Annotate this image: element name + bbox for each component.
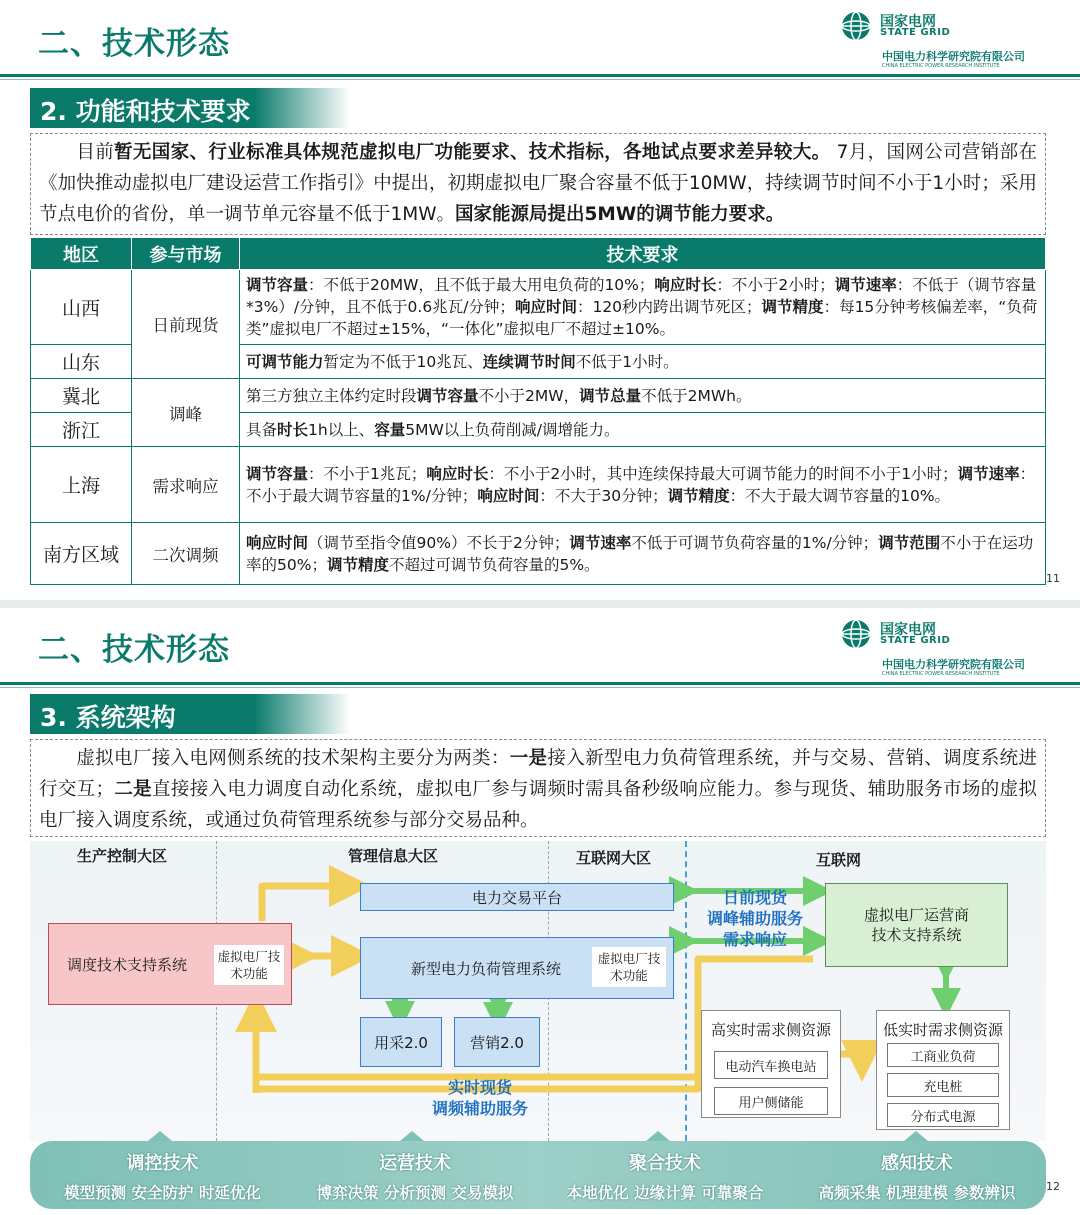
zone-label: 管理信息大区 <box>348 847 439 865</box>
tech-text: 暂定为不低于10兆瓦、 <box>323 352 483 371</box>
region-cell: 南方区域 <box>31 523 132 585</box>
intro-bold: 二是 <box>114 779 153 800</box>
table-row <box>31 270 1046 345</box>
architecture-diagram <box>30 841 1046 1141</box>
tech-text: 不低于1小时。 <box>575 352 679 371</box>
flow-item: 调频辅助服务 <box>431 1099 528 1118</box>
logo <box>840 8 1070 70</box>
state-grid-logo-icon <box>840 10 872 42</box>
tech-items: 高频采集 机理建模 参数辨识 <box>818 1184 1016 1202</box>
intro-text: 7月，国网公司营销部在《加快推动虚拟电厂建设运营工作指引》中提出，初期虚拟电厂聚合容量不低于10MW，持续调节时间不小于1小时；采用节点电价的省份，单一调节单元容量不低于1MW。 <box>39 142 1037 225</box>
tech-items: 模型预测 安全防护 时延优化 <box>64 1184 261 1202</box>
tech-text: ：不低于（调节容量*3%）/分钟，且不低于0.6兆瓦/分钟； <box>246 276 1037 316</box>
tech-text: ：不小于2小时； <box>716 276 835 294</box>
tech-perception <box>792 1141 1042 1209</box>
state-grid-logo-icon <box>840 618 872 650</box>
tech-text: ：不大于30分钟； <box>539 486 668 505</box>
band-pointer <box>400 1131 424 1141</box>
table-row <box>31 523 1046 585</box>
tech-term: 调节精度 <box>326 555 389 574</box>
tech-text: 1h以上、 <box>308 420 375 439</box>
tech-text: ：不大于最大调节容量的10%。 <box>729 486 951 505</box>
tech-cell <box>240 379 1046 413</box>
tech-term: 调节速率 <box>957 464 1020 483</box>
region-cell: 山东 <box>31 345 132 379</box>
tech-term: 响应时长 <box>654 276 717 294</box>
load-vpp-function: 虚拟电厂技术功能 <box>592 947 666 987</box>
region-cell: 山西 <box>31 270 132 345</box>
flow-label-top <box>690 887 820 950</box>
institute-name: 中国电力科学研究院有限公司 <box>882 658 1025 671</box>
tech-cell <box>240 523 1046 585</box>
tech-term: 时长 <box>277 420 309 439</box>
flow-item: 实时现货 <box>447 1078 512 1097</box>
tech-text: 第三方独立主体约定时段 <box>246 386 417 405</box>
intro-paragraph <box>30 739 1046 837</box>
tech-term: 响应时间 <box>514 298 577 316</box>
intro-text: 接入新型电力负荷管理系统，并与交易、营销、调度系统进行交互； <box>39 748 1037 800</box>
col-header-tech: 技术要求 <box>240 238 1046 270</box>
flow-item: 日前现货 <box>722 888 787 907</box>
section-title: 3. 系统架构 <box>30 694 350 734</box>
table-header-row <box>31 238 1046 270</box>
tech-term: 响应时长 <box>426 464 489 483</box>
yongcai-system: 用采2.0 <box>360 1017 442 1067</box>
header-rule-thin <box>0 687 1080 688</box>
requirements-table <box>30 237 1046 585</box>
col-header-market: 参与市场 <box>132 238 240 270</box>
tech-cell <box>240 270 1046 345</box>
tech-name: 运营技术 <box>379 1153 451 1174</box>
slide-functional-requirements <box>0 0 1080 600</box>
market-cell: 需求响应 <box>132 447 240 523</box>
tech-name: 感知技术 <box>881 1153 953 1174</box>
band-pointer <box>646 1131 670 1141</box>
tech-text: 不低于可调节负荷容量的1%/分钟； <box>631 533 879 552</box>
tech-cell <box>240 345 1046 379</box>
tech-term: 容量 <box>374 420 406 439</box>
tech-text: ：不小于最大调节容量的1%/分钟； <box>246 464 1036 505</box>
vpp-operator-system: 虚拟电厂运营商技术支持系统 <box>825 883 1008 967</box>
tech-term: 调节速率 <box>834 276 897 294</box>
market-cell: 日前现货 <box>132 270 240 379</box>
market-cell: 二次调频 <box>132 523 240 585</box>
logo-en: STATE GRID <box>880 635 951 646</box>
tech-operation <box>290 1141 540 1209</box>
flow-item: 调峰辅助服务 <box>706 909 803 928</box>
institute-name-en: CHINA ELECTRIC POWER RESEARCH INSTITUTE <box>882 63 1000 69</box>
intro-bold: 一是 <box>509 748 548 769</box>
tech-term: 调节速率 <box>569 533 632 552</box>
tech-text: 5MW以上负荷削减/调增能力。 <box>405 420 620 439</box>
intro-text: 虚拟电厂接入电网侧系统的技术架构主要分为两类： <box>76 748 510 769</box>
tech-text: ：不小于1兆瓦； <box>308 464 427 483</box>
tech-term: 调节容量 <box>246 276 309 294</box>
tech-text: ：不低于20MW，且不低于最大用电负荷的10%； <box>308 276 655 294</box>
section-title: 2. 功能和技术要求 <box>30 88 350 128</box>
tech-term: 调节总量 <box>579 386 642 405</box>
resource-item: 分布式电源 <box>887 1103 999 1127</box>
slide-gap <box>0 600 1080 608</box>
region-cell: 上海 <box>31 447 132 523</box>
resource-item: 工商业负荷 <box>887 1043 999 1067</box>
tech-text: 不小于在运功率的50%； <box>246 533 1034 574</box>
dispatch-vpp-function: 虚拟电厂技术功能 <box>214 945 284 985</box>
intro-bold: 国家能源局提出5MW的调节能力要求。 <box>455 204 785 225</box>
tech-name: 聚合技术 <box>629 1153 701 1174</box>
tech-term: 调节精度 <box>761 298 824 316</box>
tech-term: 连续调节时间 <box>482 352 576 371</box>
group-title: 高实时需求侧资源 <box>710 1021 831 1039</box>
tech-text: 不超过可调节负荷容量的5%。 <box>388 555 600 574</box>
tech-items: 博弈决策 分析预测 交易模拟 <box>316 1184 514 1202</box>
tech-term: 响应时间 <box>246 533 309 552</box>
header-rule <box>0 682 1080 685</box>
intro-text: 直接接入电力调度自动化系统，虚拟电厂参与调频时需具备秒级响应能力。参与现货、辅助服务市场的虚拟电厂接入调度系统，或通过负荷管理系统参与部分交易品种。 <box>39 779 1037 831</box>
logo <box>840 616 1070 678</box>
institute-name-en: CHINA ELECTRIC POWER RESEARCH INSTITUTE <box>882 671 1000 677</box>
tech-term: 调节容量 <box>416 386 479 405</box>
band-pointer <box>904 1131 928 1141</box>
tech-text: ：不小于2小时，其中连续保持最大可调节能力的时间不小于1小时； <box>488 464 958 483</box>
table-row <box>31 447 1046 523</box>
logo-en: STATE GRID <box>880 27 951 38</box>
page-number: 12 <box>1046 1180 1060 1193</box>
technology-band <box>30 1141 1046 1209</box>
header-rule-thin <box>0 79 1080 80</box>
slide-system-architecture <box>0 608 1080 1215</box>
header-rule <box>0 74 1080 77</box>
tech-term: 调节精度 <box>667 486 730 505</box>
tech-text: 不低于2MWh。 <box>641 386 752 405</box>
tech-text: ：每15分钟考核偏差率，“负荷类”虚拟电厂不超过±15%，“一体化”虚拟电厂不超过±10%。 <box>246 298 1038 338</box>
flow-item: 需求响应 <box>722 930 787 949</box>
table-row <box>31 379 1046 413</box>
logo-cn: 国家电网 <box>880 622 936 638</box>
institute-name: 中国电力科学研究院有限公司 <box>882 50 1025 63</box>
tech-text: （调节至指令值90%）不长于2分钟； <box>308 533 570 552</box>
region-cell: 浙江 <box>31 413 132 447</box>
tech-term: 响应时间 <box>477 486 540 505</box>
tech-cell <box>240 447 1046 523</box>
intro-bold: 暂无国家、行业标准具体规范虚拟电厂功能要求、技术指标，各地试点要求差异较大。 <box>114 142 831 163</box>
tech-items: 本地优化 边缘计算 可靠聚合 <box>566 1184 764 1202</box>
market-cell: 调峰 <box>132 379 240 447</box>
dispatch-label: 调度技术支持系统 <box>67 955 188 974</box>
tech-control <box>40 1141 285 1209</box>
page-title: 二、技术形态 <box>38 26 230 62</box>
flow-label-bottom <box>420 1077 540 1119</box>
tech-term: 调节容量 <box>246 464 309 483</box>
tech-cell <box>240 413 1046 447</box>
tech-text: 不小于2MW， <box>478 386 580 405</box>
resource-item: 电动汽车换电站 <box>714 1051 828 1079</box>
zone-label: 互联网 <box>816 851 862 869</box>
tech-name: 调控技术 <box>126 1153 199 1174</box>
tech-term: 调节范围 <box>878 533 941 552</box>
tech-text: ：120秒内跨出调节死区； <box>576 298 762 316</box>
band-pointer <box>148 1131 172 1141</box>
tech-aggregation <box>540 1141 790 1209</box>
tech-text: 具备 <box>246 420 278 439</box>
intro-text: 目前 <box>76 142 115 163</box>
low-realtime-resources <box>876 1010 1010 1130</box>
tech-term: 可调节能力 <box>246 352 324 371</box>
region-cell: 冀北 <box>31 379 132 413</box>
trading-platform: 电力交易平台 <box>360 883 674 911</box>
page-title: 二、技术形态 <box>38 632 230 668</box>
high-realtime-resources <box>701 1010 841 1118</box>
zone-label: 生产控制大区 <box>77 847 168 865</box>
intro-paragraph <box>30 133 1046 235</box>
yingxiao-system: 营销2.0 <box>454 1017 540 1067</box>
resource-item: 用户侧储能 <box>714 1087 828 1115</box>
logo-cn: 国家电网 <box>880 14 936 30</box>
col-header-region: 地区 <box>31 238 132 270</box>
load-mgmt-label: 新型电力负荷管理系统 <box>411 959 562 978</box>
resource-item: 充电桩 <box>887 1073 999 1097</box>
group-title: 低实时需求侧资源 <box>882 1021 1003 1039</box>
zone-label: 互联网大区 <box>576 849 652 867</box>
page-number: 11 <box>1046 572 1060 585</box>
